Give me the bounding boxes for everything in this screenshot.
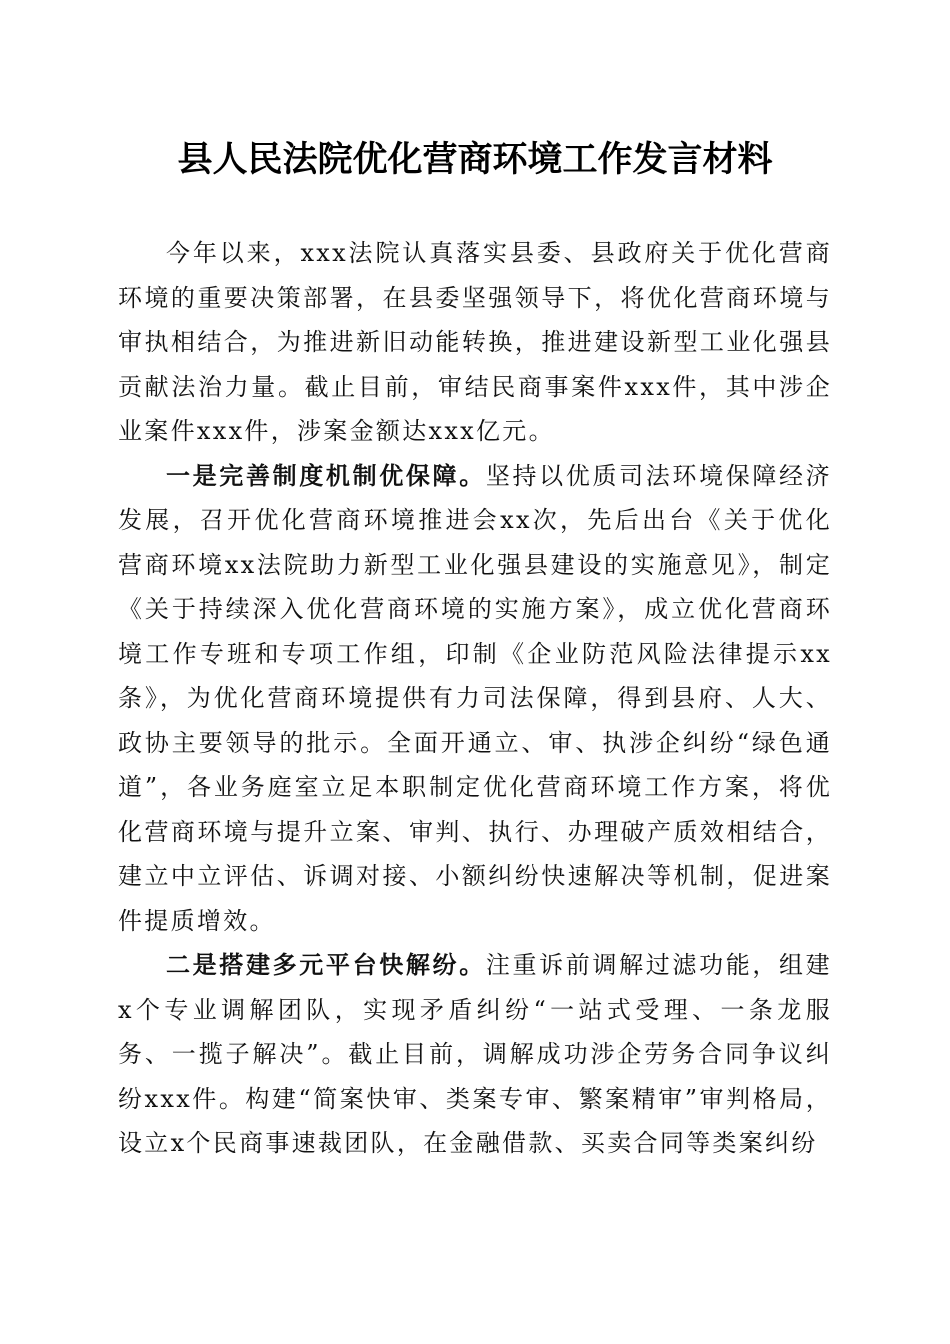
paragraph-two-text: 注重诉前调解过滤功能，组建x个专业调解团队，实现矛盾纠纷“一站式受理、一条龙服务、一揽子解决”。截止目前，调解成功涉企劳务合同争议纠纷xxx件。构建“简案快审、类案专审、繁案精审”审判格局，设立x个民商事速裁团队，在金融借款、买卖合同等类案纠纷	[118, 951, 832, 1157]
paragraph-intro-text: 今年以来，xxx法院认真落实县委、县政府关于优化营商环境的重要决策部署，在县委坚强领导下，将优化营商环境与审执相结合，为推进新旧动能转换，推进建设新型工业化强县贡献法治力量。截止目前，审结民商事案件xxx件，其中涉企业案件xxx件，涉案金额达xxx亿元。	[118, 239, 832, 445]
paragraph-one	[118, 454, 832, 944]
paragraph-two-lead: 二是搭建多元平台快解纷。	[166, 950, 486, 979]
document-title: 县人民法院优化营商环境工作发言材料	[177, 139, 773, 180]
paragraph-two	[118, 943, 832, 1166]
document-body	[118, 231, 832, 1166]
paragraph-intro	[118, 231, 832, 454]
paragraph-one-lead: 一是完善制度机制优保障。	[166, 460, 486, 490]
paragraph-one-text: 坚持以优质司法环境保障经济发展，召开优化营商环境推进会xx次，先后出台《关于优化营商环境xx法院助力新型工业化强县建设的实施意见》，制定《关于持续深入优化营商环境的实施方案》，成立优化营商环境工作专班和专项工作组，印制《企业防范风险法律提示xx条》，为优化营商环境提供有力司法保障，得到县府、人大、政协主要领导的批示。全面开通立、审、执涉企纠纷“绿色通道”，各业务庭室立足本职制定优化营商环境工作方案，将优化营商环境与提升立案、审判、执行、办理破产质效相结合，建立中立评估、诉调对接、小额纠纷快速解决等机制，促进案件提质增效。	[118, 461, 832, 935]
